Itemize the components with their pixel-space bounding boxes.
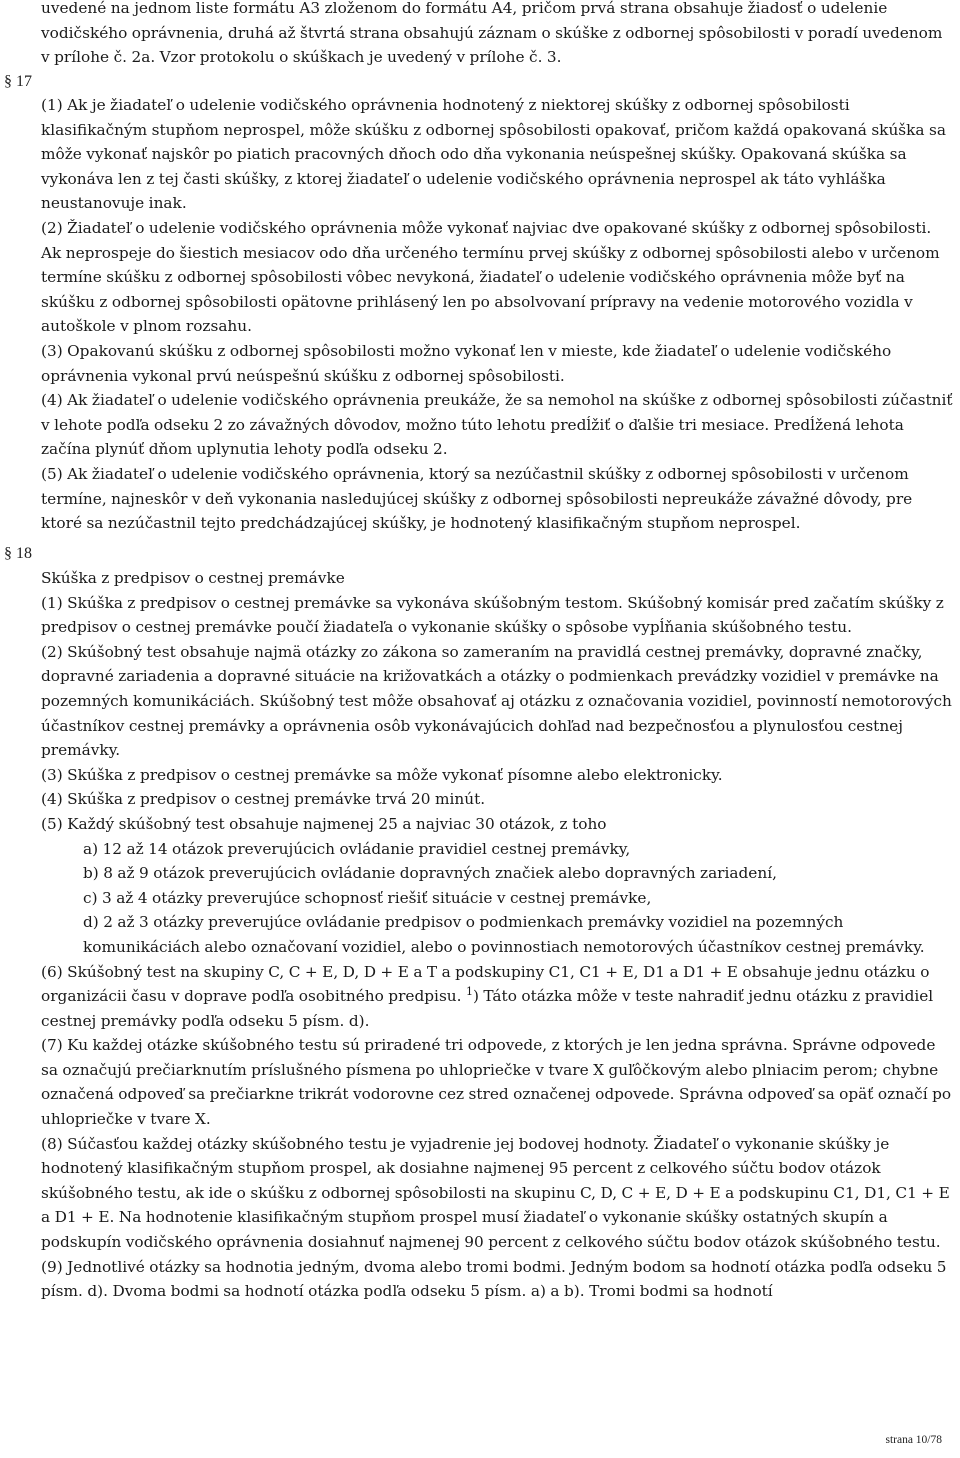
page-number: strana 10/78 (885, 1434, 942, 1446)
section-18-paragraph-8: (8) Súčasťou každej otázky skúšobného testu je vyjadrenie jej bodovej hodnoty. Žiadateľ o vykonanie skúšky je hodnotený klasifikačným stupňom prospel, ak dosiahne najmenej 95 percent z celkového súčtu bodov otázok skúšobného testu, ak ide o skúšku z odbornej spôsobilosti na skupinu C, D, C + E, D + E a podskupinu C1, D1, C1 + E a D1 + E. Na hodnotenie klasifikačným stupňom prospel musí žiadateľ o vykonanie skúšky ostatných skupín a podskupín vodičského oprávnenia dosiahnuť najmenej 90 percent z celkového súčtu bodov otázok skúšobného testu. (41, 1134, 950, 1252)
paragraph-6-continuation: ) Táto otázka môže v teste nahradiť jednu otázku z pravidiel cestnej premávky podľa odseku 5 písm. d). (41, 987, 934, 1030)
section-18 (41, 566, 953, 1304)
section-18-paragraph-5: (5) Každý skúšobný test obsahuje najmenej 25 a najviac 30 otázok, z toho (41, 814, 607, 833)
intro-text-block (41, 0, 953, 70)
section-18-paragraph-4: (4) Skúška z predpisov o cestnej premávke trvá 20 minút. (41, 790, 486, 809)
section-17-paragraph-1: (1) Ak je žiadateľ o udelenie vodičského oprávnenia hodnotený z niektorej skúšky z odbornej spôsobilosti klasifikačným stupňom neprospel, môže skúšku z odbornej spôsobilosti opakovať, pričom každá opakovaná skúška sa môže vykonať najskôr po piatich pracovných dňoch odo dňa vykonania neúspešnej skúšky. Opakovaná skúška sa vykonáva len z tej časti skúšky, z ktorej žiadateľ o udelenie vodičského oprávnenia neprospel ak táto vyhláška neustanovuje inak. (41, 96, 946, 213)
list-item-a: a) 12 až 14 otázok preverujúcich ovládanie pravidiel cestnej premávky, (83, 839, 631, 858)
list-item-b: b) 8 až 9 otázok preverujúcich ovládanie dopravných značiek alebo dopravných zariadení, (83, 864, 777, 883)
section-17 (41, 93, 953, 536)
section-18-paragraph-3: (3) Skúška z predpisov o cestnej premávke sa môže vykonať písomne alebo elektronicky. (41, 765, 723, 784)
section-18-paragraph-9: (9) Jednotlivé otázky sa hodnotia jedným, dvoma alebo tromi bodmi. Jedným bodom sa hodnotí otázka podľa odseku 5 písm. d). Dvoma bodmi sa hodnotí otázka podľa odseku 5 písm. a) a b). Tromi bodmi sa hodnotí (41, 1257, 947, 1301)
section-17-paragraph-4: (4) Ak žiadateľ o udelenie vodičského oprávnenia preukáže, že sa nemohol na skúške z odbornej spôsobilosti zúčastniť v lehote podľa odseku 2 zo závažných dôvodov, možno túto lehotu predĺžiť o ďalšie tri mesiace. Predĺžená lehota začína plynúť dňom uplynutia lehoty podľa odseku 2. (41, 391, 953, 459)
section-18-paragraph-2: (2) Skúšobný test obsahuje najmä otázky zo zákona so zameraním na pravidlá cestnej premávky, dopravné značky, dopravné zariadenia a dopravné situácie na križovatkách a otázky o podmienkach prevádzky vozidiel v premávke na pozemných komunikáciách. Skúšobný test môže obsahovať aj otázku z označovania vozidiel, povinností nemotorových účastníkov cestnej premávky a oprávnenia osôb vykonávajúcich dohľad nad bezpečnosťou a plynulosťou cestnej premávky. (41, 642, 952, 760)
section-18-paragraph-7: (7) Ku každej otázke skúšobného testu sú priradené tri odpovede, z ktorých je len jedna správna. Správne odpovede sa označujú prečiarknutím príslušného písmena po uhlopriečke v tvare X guľôčkovým alebo plniacim perom; chybne označená odpoveď sa prečiarkne trikrát vodorovne cez stred označenej odpovede. Správna odpoveď sa opäť označí po uhlopriečke v tvare X. (41, 1036, 952, 1129)
section-18-paragraph-1: (1) Skúška z predpisov o cestnej premávke sa vykonáva skúšobným testom. Skúšobný komisár pred začatím skúšky z predpisov o cestnej premávke poučí žiadateľa o vykonanie skúšky o spôsobe vypĺňania skúšobného testu. (41, 593, 944, 637)
list-item-d: d) 2 až 3 otázky preverujúce ovládanie predpisov o podmienkach premávky vozidiel na pozemných komunikáciách alebo označovaní vozidiel, alebo o povinnostiach nemotorových účastníkov cestnej premávky. (83, 913, 925, 956)
section-17-paragraph-5: (5) Ak žiadateľ o udelenie vodičského oprávnenia, ktorý sa nezúčastnil skúšky z odbornej spôsobilosti v určenom termíne, najneskôr v deň vykonania nasledujúcej skúšky z odbornej spôsobilosti nepreukáže závažné dôvody, pre ktoré sa nezúčastnil tejto predchádzajúcej skúšky, je hodnotený klasifikačným stupňom neprospel. (41, 464, 913, 533)
section-18-mark: § 18 (4, 545, 32, 562)
section-17-mark: § 17 (4, 73, 32, 90)
footnote-reference[interactable]: 1 (465, 985, 473, 998)
section-18-paragraph-6 (41, 960, 953, 1034)
list-item-c: c) 3 až 4 otázky preverujúce schopnosť riešiť situácie v cestnej premávke, (83, 888, 652, 907)
section-17-paragraph-3: (3) Opakovanú skúšku z odbornej spôsobilosti možno vykonať len v mieste, kde žiadateľ o udelenie vodičského oprávnenia vykonal prvú neúspešnú skúšku z odbornej spôsobilosti. (41, 341, 892, 385)
section-18-heading: Skúška z predpisov o cestnej premávke (41, 569, 345, 587)
section-17-paragraph-2: (2) Žiadateľ o udelenie vodičského oprávnenia môže vykonať najviac dve opakované skúšky z odbornej spôsobilosti. Ak neprospeje do šiestich mesiacov odo dňa určeného termínu prvej skúšky z odbornej spôsobilosti alebo v určenom termíne skúšku z odbornej spôsobilosti vôbec nevykoná, žiadateľ o udelenie vodičského oprávnenia môže byť na skúšku z odbornej spôsobilosti opätovne prihlásený len po absolvovaní prípravy na vedenie motorového vozidla v autoškole v plnom rozsahu. (41, 218, 940, 336)
paragraph-6-text: (6) Skúšobný test na skupiny C, C + E, D, D + E a T a podskupiny C1, C1 + E, D1 a D1 + E obsahuje jednu otázku o organizácii času v doprave podľa osobitného predpisu. (41, 962, 930, 1006)
intro-paragraph: uvedené na jednom liste formátu A3 zloženom do formátu A4, pričom prvá strana obsahuje žiadosť o udelenie vodičského oprávnenia, druhá až štvrtá strana obsahujú záznam o skúške z odbornej spôsobilosti v poradí uvedenom v prílohe č. 2a. Vzor protokolu o skúškach je uvedený v prílohe č. 3. (41, 0, 943, 67)
